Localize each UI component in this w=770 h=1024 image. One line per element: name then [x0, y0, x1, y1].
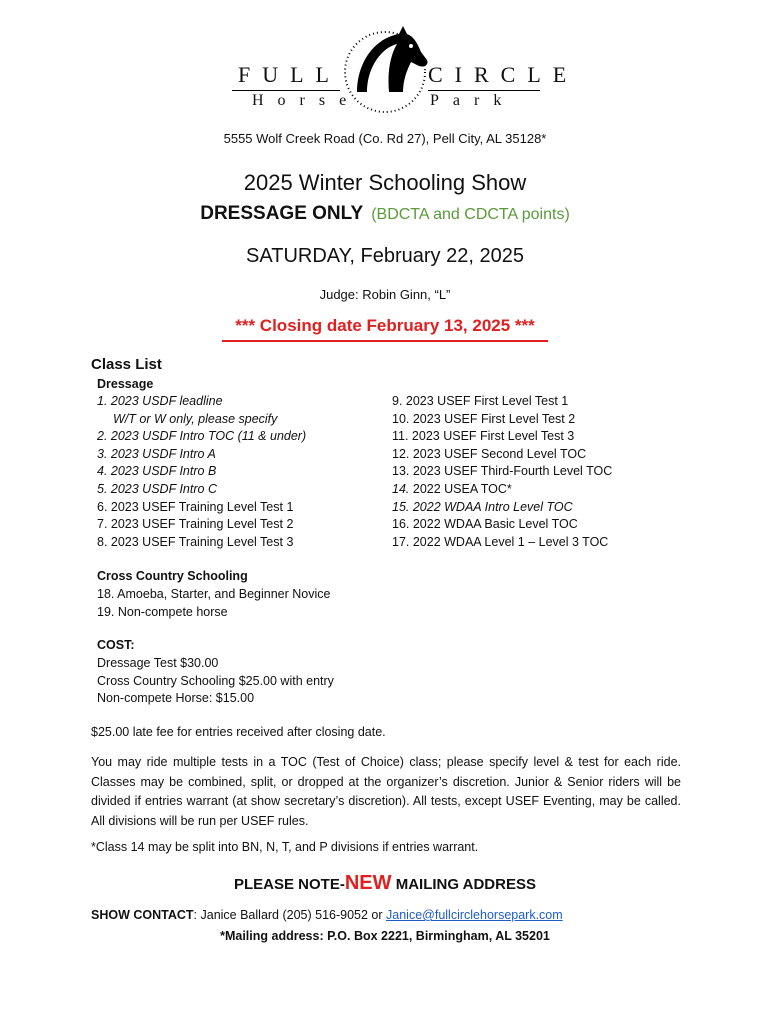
please-note-suffix: MAILING ADDRESS	[391, 876, 536, 893]
list-item: 10. 2023 USEF First Level Test 2	[392, 411, 576, 426]
show-title: 2025 Winter Schooling Show	[243, 170, 527, 195]
toc-paragraph: You may ride multiple tests in a TOC (Test of Choice) class; please specify level & test for each ride. Classes may be combined, split, or dropped at the organizer’s discretion. Junior & Senior riders will be divided if entries warrant (at show secretary’s discretion). All tests, except USEF Eventing, may be called. All divisions will be run per USEF rules.	[91, 755, 681, 828]
mailing-address: *Mailing address: P.O. Box 2221, Birmingham, AL 35201	[220, 929, 550, 943]
show-contact-text: : Janice Ballard (205) 516-9052 or	[193, 908, 387, 922]
logo-word-park: Park	[430, 92, 516, 109]
cost-list	[97, 655, 334, 708]
list-item: 15. 2022 WDAA Intro Level TOC	[392, 499, 573, 514]
list-item: 18. Amoeba, Starter, and Beginner Novice	[97, 587, 331, 601]
list-item: 2. 2023 USDF Intro TOC (11 & under)	[97, 429, 307, 444]
class-list-heading: Class List	[91, 356, 162, 373]
list-item: 14. 2022 USEA TOC*	[392, 481, 512, 496]
judge-line: Judge: Robin Ginn, “L”	[319, 287, 451, 302]
cost-heading: COST:	[97, 638, 135, 652]
dressage-classes-right	[392, 393, 612, 551]
show-date: SATURDAY, February 22, 2025	[246, 245, 524, 267]
dressage-only-line	[0, 203, 770, 225]
late-fee-note: $25.00 late fee for entries received after closing date.	[91, 725, 386, 739]
cross-country-heading: Cross Country Schooling	[97, 569, 248, 583]
logo-rule-left	[232, 90, 340, 91]
list-item: 4. 2023 USDF Intro B	[97, 464, 217, 479]
show-contact-label: SHOW CONTACT	[91, 908, 194, 922]
list-item: 5. 2023 USDF Intro C	[97, 481, 217, 496]
logo-word-circle: CIRCLE	[428, 62, 579, 87]
dressage-only-label: DRESSAGE ONLY	[200, 203, 364, 224]
list-item: 6. 2023 USEF Training Level Test 1	[97, 499, 294, 514]
contact-email-link[interactable]: Janice@fullcirclehorsepark.com	[386, 908, 563, 922]
list-item: 8. 2023 USEF Training Level Test 3	[97, 534, 294, 549]
please-note-heading	[0, 872, 770, 895]
list-item: 1. 2023 USDF leadline	[97, 394, 223, 408]
logo	[232, 22, 579, 122]
list-item: Cross Country Schooling $25.00 with entry	[97, 673, 334, 688]
list-item: 9. 2023 USEF First Level Test 1	[392, 394, 569, 408]
list-item: 11. 2023 USEF First Level Test 3	[392, 429, 575, 444]
class14-note: *Class 14 may be split into BN, N, T, and P divisions if entries warrant.	[91, 840, 479, 854]
list-item: Non-compete Horse: $15.00	[97, 691, 255, 706]
cross-country-classes	[97, 586, 330, 621]
logo-word-horse: Horse	[252, 92, 361, 109]
list-item: 3. 2023 USDF Intro A	[97, 446, 216, 461]
closing-date: *** Closing date February 13, 2025 ***	[235, 316, 535, 335]
venue-address: 5555 Wolf Creek Road (Co. Rd 27), Pell City, AL 35128*	[223, 131, 547, 146]
dressage-heading: Dressage	[97, 377, 154, 391]
points-note: (BDCTA and CDCTA points)	[371, 206, 570, 223]
list-item: 13. 2023 USEF Third-Fourth Level TOC	[392, 464, 613, 479]
list-item: 12. 2023 USEF Second Level TOC	[392, 446, 587, 461]
list-item: 17. 2022 WDAA Level 1 – Level 3 TOC	[392, 534, 609, 549]
logo-rule-right	[428, 90, 540, 91]
new-label: NEW	[344, 872, 392, 894]
list-item: 16. 2022 WDAA Basic Level TOC	[392, 517, 578, 532]
list-item: 19. Non-compete horse	[97, 604, 228, 619]
dressage-classes-left	[97, 393, 306, 551]
list-item: Dressage Test $30.00	[97, 656, 219, 670]
list-item: W/T or W only, please specify	[113, 411, 278, 426]
please-note-prefix: PLEASE NOTE-	[234, 876, 345, 893]
show-contact	[91, 908, 563, 922]
logo-word-full: FULL	[238, 62, 341, 87]
list-item: 7. 2023 USEF Training Level Test 2	[97, 517, 294, 532]
horse-head-icon	[337, 22, 433, 118]
